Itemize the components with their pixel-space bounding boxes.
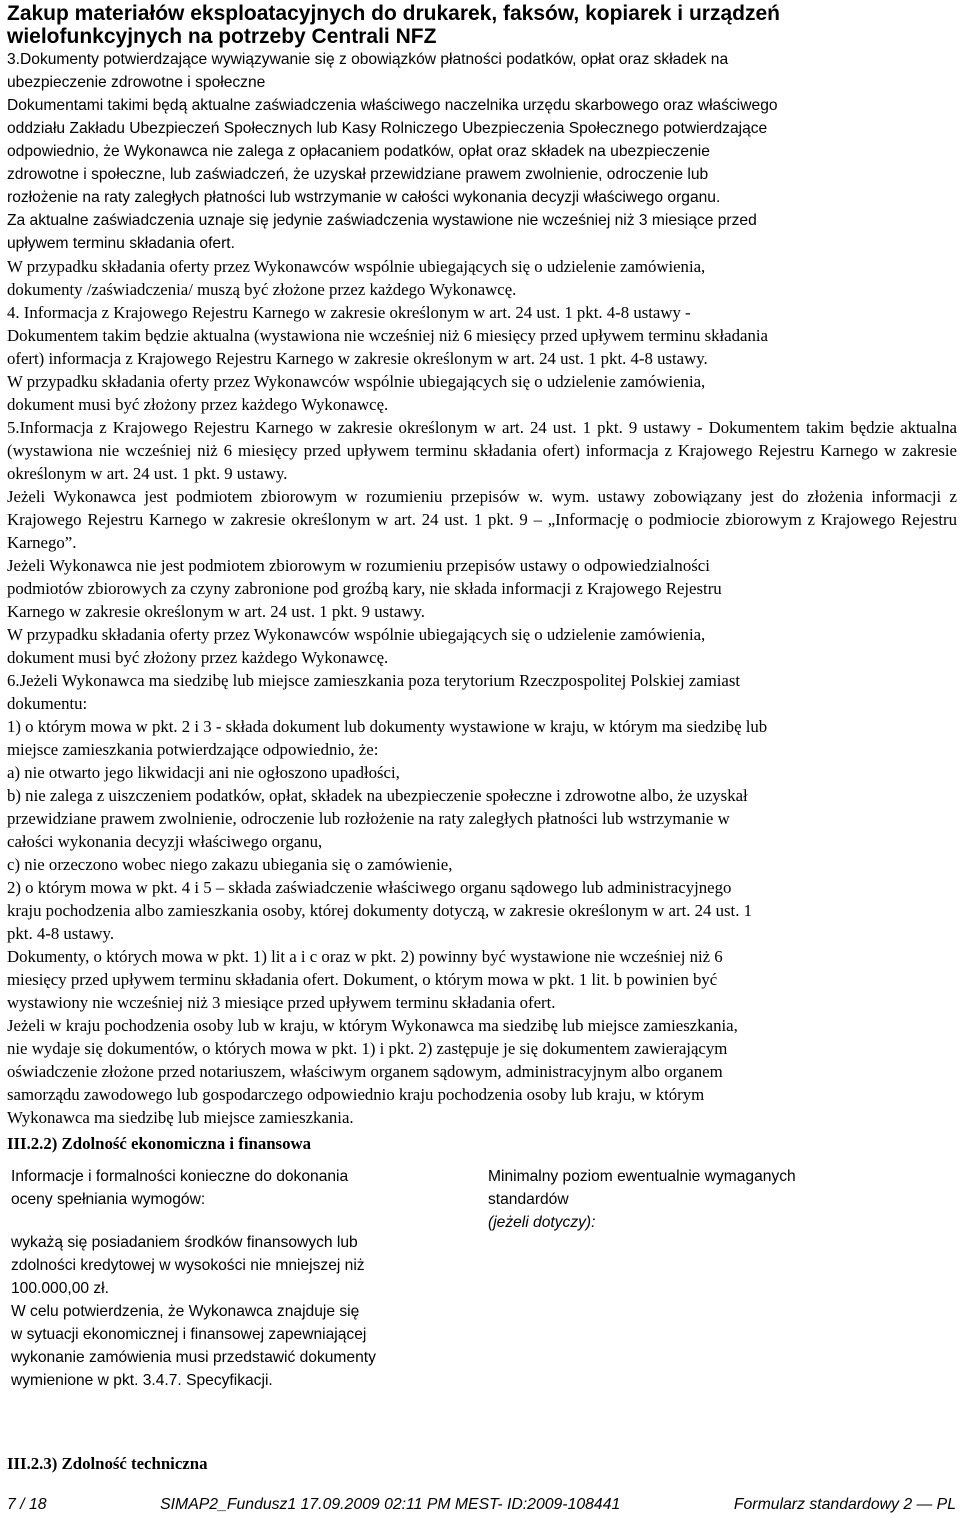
paragraph-6-point-2: 2) o którym mowa w pkt. 4 i 5 – składa zaświadczenie właściwego organu sądowego lub administracyjnego kraju pochodzenia albo zamieszkania osoby, której dokumenty dotyczą, w zakresie określonym w art. 24 ust. 1 pkt. 4-8 ustawy. (7, 878, 752, 943)
right-column-note: (jeżeli dotyczy): (488, 1214, 596, 1231)
paragraph-documents-dates: Dokumenty, o których mowa w pkt. 1) lit a i c oraz w pkt. 2) powinny być wystawione nie wcześniej niż 6 miesięcy przed upływem terminu składania ofert. Dokument, o którym mowa w pkt. 1 lit. b powinien być wystawiony nie wcześniej niż 3 miesiące przed upływem terminu składania ofert. (7, 947, 723, 1012)
form-name: Formularz standardowy 2 — PL (733, 1496, 956, 1513)
paragraph-3-heading: 3.Dokumenty potwierdzające wywiązywanie się z obowiązków płatności podatków, opłat oraz składek na ubezpieczenie zdrowotne i społeczne (7, 51, 729, 91)
left-column-header: Informacje i formalności konieczne do dokonania oceny spełniania wymogów: (11, 1168, 349, 1208)
requirements-left-column (11, 1165, 466, 1392)
paragraph-joint-bid-1: W przypadku składania oferty przez Wykonawców wspólnie ubiegających się o udzielenie zamówienia, dokumenty /zaświadczenia/ muszą być złożone przez każdego Wykonawcę. (7, 257, 706, 299)
section-economic-heading: III.2.2) Zdolność ekonomiczna i finansowa (7, 1134, 311, 1153)
paragraph-3-validity: Za aktualne zaświadczenia uznaje się jedynie zaświadczenia wystawione nie wcześniej niż 3 miesiące przed upływem terminu składania ofert. (7, 212, 757, 252)
requirements-table (7, 1165, 957, 1445)
paragraph-6-point-a: a) nie otwarto jego likwidacji ani nie ogłoszono upadłości, (7, 763, 400, 782)
right-column-header: Minimalny poziom ewentualnie wymaganych standardów (488, 1168, 796, 1208)
page-number: 7 / 18 (7, 1496, 47, 1513)
document-id: SIMAP2_Fundusz1 17.09.2009 02:11 PM MEST- ID:2009-108441 (160, 1496, 621, 1513)
paragraph-non-collective-entity: Jeżeli Wykonawca nie jest podmiotem zbiorowym w rozumieniu przepisów ustawy o odpowiedzialności podmiotów zbiorowych za czyny zabronione pod groźbą kary, nie składa informacji z Krajowego Rejestru Karnego w zakresie określonym w art. 24 ust. 1 pkt. 9 ustawy. (7, 556, 722, 621)
paragraph-4-krk: 4. Informacja z Krajowego Rejestru Karnego w zakresie określonym w art. 24 ust. 1 pkt. 4-8 ustawy - Dokumentem takim będzie aktualna (wystawiona nie wcześniej niż 6 miesięcy przed upływem terminu składania ofert) informacja z Krajowego Rejestru Karnego w zakresie określonym w art. 24 ust. 1 pkt. 4-8 ustawy. (7, 303, 768, 368)
paragraph-6-foreign: 6.Jeżeli Wykonawca ma siedzibę lub miejsce zamieszkania poza terytorium Rzeczpospolitej Polskiej zamiast dokumentu: (7, 671, 741, 713)
paragraph-3-body: Dokumentami takimi będą aktualne zaświadczenia właściwego naczelnika urzędu skarbowego oraz właściwego oddziału Zakładu Ubezpieczeń Społecznych lub Kasy Rolniczego Ubezpieczenia Społecznego potwierdzające odpowiednio, że Wykonawca nie zalega z opłacaniem podatków, opłat oraz składek na ubezpieczenie zdrowotne i społeczne, lub zaświadczeń, że uzyskał przewidziane prawem zwolnienie, odroczenie lub rozłożenie na raty zaległych płatności lub wstrzymanie w całości wykonania decyzji właściwego organu. (7, 97, 778, 206)
document-page (7, 0, 957, 1475)
document-title: Zakup materiałów eksploatacyjnych do drukarek, faksów, kopiarek i urządzeń wielofunkcyjnych na potrzeby Centrali NFZ (7, 2, 780, 48)
paragraph-joint-bid-2: W przypadku składania oferty przez Wykonawców wspólnie ubiegających się o udzielenie zamówienia, dokument musi być złożony przez każdego Wykonawcę. (7, 372, 706, 414)
left-column-body: wykażą się posiadaniem środków finansowych lub zdolności kredytowej w wysokości nie mniejszej niż 100.000,00 zł. W celu potwierdzenia, że Wykonawca znajduje się w sytuacji ekonomicznej i finansowej zapewniającej wykonanie zamówienia musi przedstawić dokumenty wymienione w pkt. 3.4.7. Specyfikacji. (11, 1234, 376, 1389)
section-technical-heading: III.2.3) Zdolność techniczna (7, 1454, 208, 1473)
paragraph-6-point-b: b) nie zalega z uiszczeniem podatków, opłat, składek na ubezpieczenie społeczne i zdrowotne albo, że uzyskał przewidziane prawem zwolnienie, odroczenie lub rozłożenie na raty zaległych płatności lub wstrzymanie w całości wykonania decyzji właściwego organu, (7, 786, 748, 851)
paragraph-joint-bid-3: W przypadku składania oferty przez Wykonawców wspólnie ubiegających się o udzielenie zamówienia, dokument musi być złożony przez każdego Wykonawcę. (7, 625, 706, 667)
paragraph-6-point-1: 1) o którym mowa w pkt. 2 i 3 - składa dokument lub dokumenty wystawione w kraju, w którym ma siedzibę lub miejsce zamieszkania potwierdzające odpowiednio, że: (7, 717, 768, 759)
paragraph-6-point-c: c) nie orzeczono wobec niego zakazu ubiegania się o zamówienie, (7, 855, 453, 874)
paragraph-collective-entity: Jeżeli Wykonawca jest podmiotem zbiorowym w rozumieniu przepisów w. wym. ustawy zobowiązany jest do złożenia informacji z Krajowego Rejestru Karnego w zakresie określonym w art. 24 ust. 1 pkt. 9 – „Informację o podmiocie zbiorowym z Krajowego Rejestru Karnego”. (7, 487, 957, 552)
paragraph-notary-statement: Jeżeli w kraju pochodzenia osoby lub w kraju, w którym Wykonawca ma siedzibę lub miejsce zamieszkania, nie wydaje się dokumentów, o których mowa w pkt. 1) i pkt. 2) zastępuje je się dokumentem zawierającym oświadczenie złożone przed notariuszem, właściwym organem sądowym, administracyjnym albo organem samorządu zawodowego lub gospodarczego odpowiednio kraju pochodzenia osoby lub kraju, w którym Wykonawca ma siedzibę lub miejsce zamieszkania. (7, 1016, 738, 1127)
page-footer (7, 1494, 956, 1516)
requirements-right-column (488, 1165, 928, 1234)
paragraph-5-krk: 5.Informacja z Krajowego Rejestru Karnego w zakresie określonym w art. 24 ust. 1 pkt. 9 ustawy - Dokumentem takim będzie aktualna (wystawiona nie wcześniej niż 6 miesięcy przed upływem terminu składania ofert) informacja z Krajowego Rejestru Karnego w zakresie określonym w art. 24 ust. 1 pkt. 9 ustawy. (7, 418, 957, 483)
